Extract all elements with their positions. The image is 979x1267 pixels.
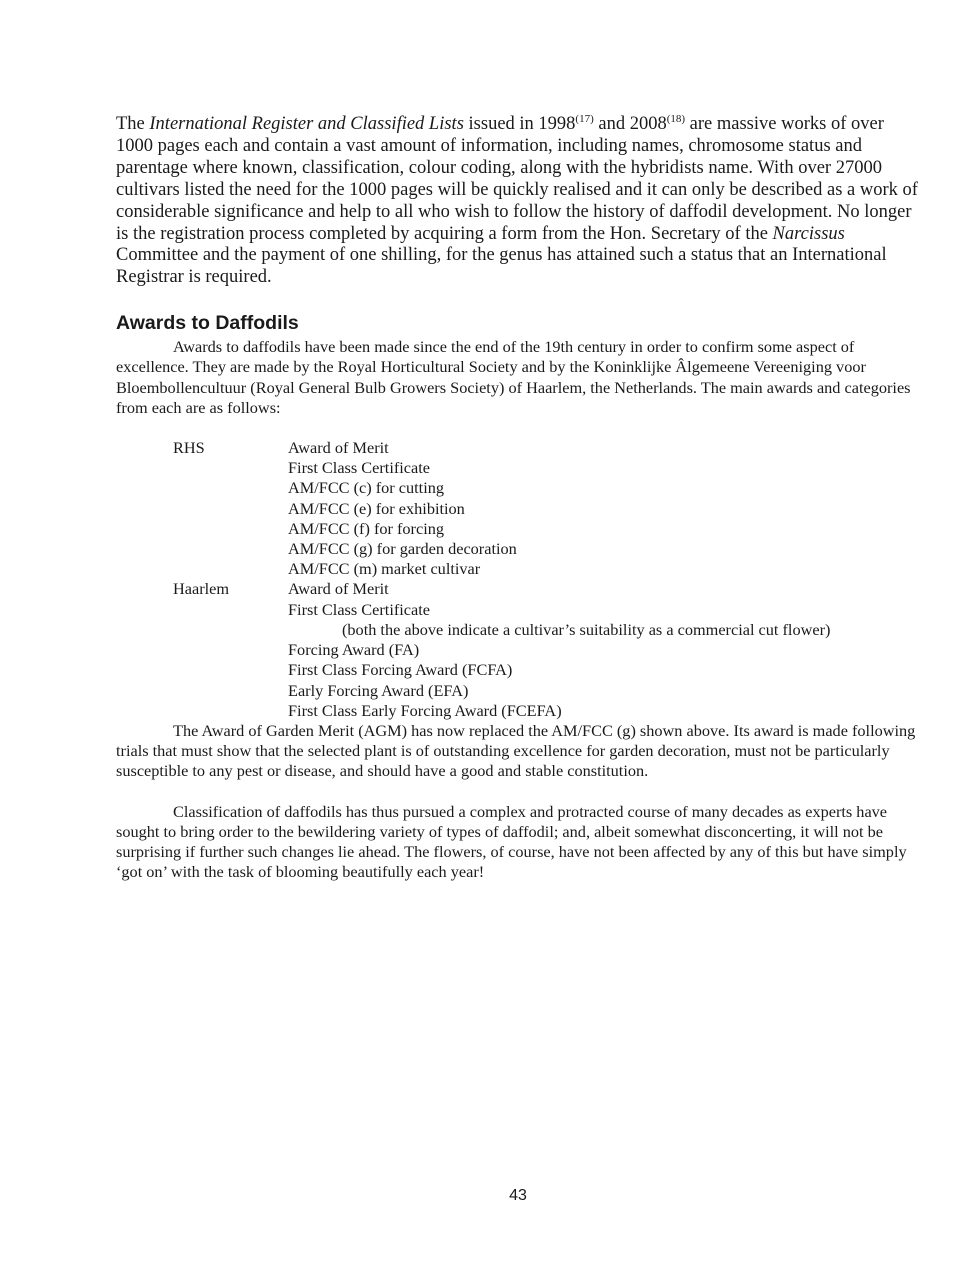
reference-17: (17) bbox=[575, 112, 594, 125]
intro-text-2: issued in 1998 bbox=[463, 114, 576, 134]
intro-paragraph bbox=[116, 114, 920, 289]
intro-text-4: are massive works of over 1000 pages each and contain a vast amount of information, including names, chromosome status and parentage where known, classification, colour coding, along with the hybridists name. With over 27000 cultivars listed the need for the 1000 pages will be quickly realised and it can only be described as a work of considerable significance and help to all who wish to follow the history of daffodil development. No longer is the registration process completed by acquiring a form from the Hon. Secretary of the bbox=[116, 114, 918, 244]
award-list-haarlem bbox=[288, 579, 830, 720]
intro-text-1: The bbox=[116, 114, 150, 134]
award-item: First Class Certificate bbox=[288, 458, 430, 478]
awards-intro-paragraph: Awards to daffodils have been made since the end of the 19th century in order to confirm some aspect of excellence. They are made by the Royal Horticultural Society and by the Koninklijke Âlgemeene Vereeniging voor Bloembollencultuur (Royal General Bulb Growers Society) of Haarlem, the Netherlands. The main awards and categories from each are as follows: bbox=[116, 337, 911, 417]
award-item: First Class Certificate bbox=[288, 599, 430, 619]
award-item: AM/FCC (f) for forcing bbox=[288, 518, 445, 538]
award-list-rhs bbox=[288, 438, 517, 579]
award-item: AM/FCC (e) for exhibition bbox=[288, 498, 465, 518]
narcissus-term: Narcissus bbox=[772, 223, 845, 244]
intro-text-5: Committee and the payment of one shilling, for the genus has attained such a status that an International Registrar is required. bbox=[116, 245, 887, 288]
award-item: Early Forcing Award (EFA) bbox=[288, 680, 469, 700]
award-note: (both the above indicate a cultivar’s suitability as a commercial cut flower) bbox=[342, 619, 831, 639]
award-item: First Class Forcing Award (FCFA) bbox=[288, 660, 513, 680]
award-item: First Class Early Forcing Award (FCEFA) bbox=[288, 700, 562, 720]
award-org-label: Haarlem bbox=[173, 579, 230, 599]
register-title: International Register and Classified Lists bbox=[149, 114, 464, 134]
award-item: Forcing Award (FA) bbox=[288, 640, 420, 660]
closing-paragraph: Classification of daffodils has thus pursued a complex and protracted course of many decades as experts have sought to bring order to the bewildering variety of types of daffodil; and, albeit somewhat disconcerting, it will not be surprising if further such changes lie ahead. The flowers, of course, have not been affected by any of this but have simply ‘got on’ with the task of blooming beautifully each year! bbox=[116, 801, 907, 882]
award-item: AM/FCC (g) for garden decoration bbox=[288, 539, 517, 559]
awards-table bbox=[116, 438, 920, 721]
award-item: Award of Merit bbox=[288, 579, 389, 599]
award-item: AM/FCC (m) market cultivar bbox=[288, 559, 481, 579]
page-number: 43 bbox=[509, 1187, 527, 1204]
award-item: AM/FCC (c) for cutting bbox=[288, 478, 445, 498]
award-group-haarlem bbox=[116, 579, 920, 720]
reference-18: (18) bbox=[666, 112, 686, 125]
award-item: Award of Merit bbox=[288, 438, 389, 458]
agm-paragraph: The Award of Garden Merit (AGM) has now replaced the AM/FCC (g) shown above. Its award is made following trials that must show that the selected plant is of outstanding excellence for garden decoration, must not be particularly susceptible to any pest or disease, and should have a good and stable constitution. bbox=[116, 720, 916, 781]
award-group-rhs bbox=[116, 438, 920, 579]
intro-text-3: and 2008 bbox=[593, 114, 667, 134]
section-heading: Awards to Daffodils bbox=[116, 312, 299, 335]
page-content bbox=[116, 114, 920, 882]
award-org-label: RHS bbox=[173, 438, 205, 458]
